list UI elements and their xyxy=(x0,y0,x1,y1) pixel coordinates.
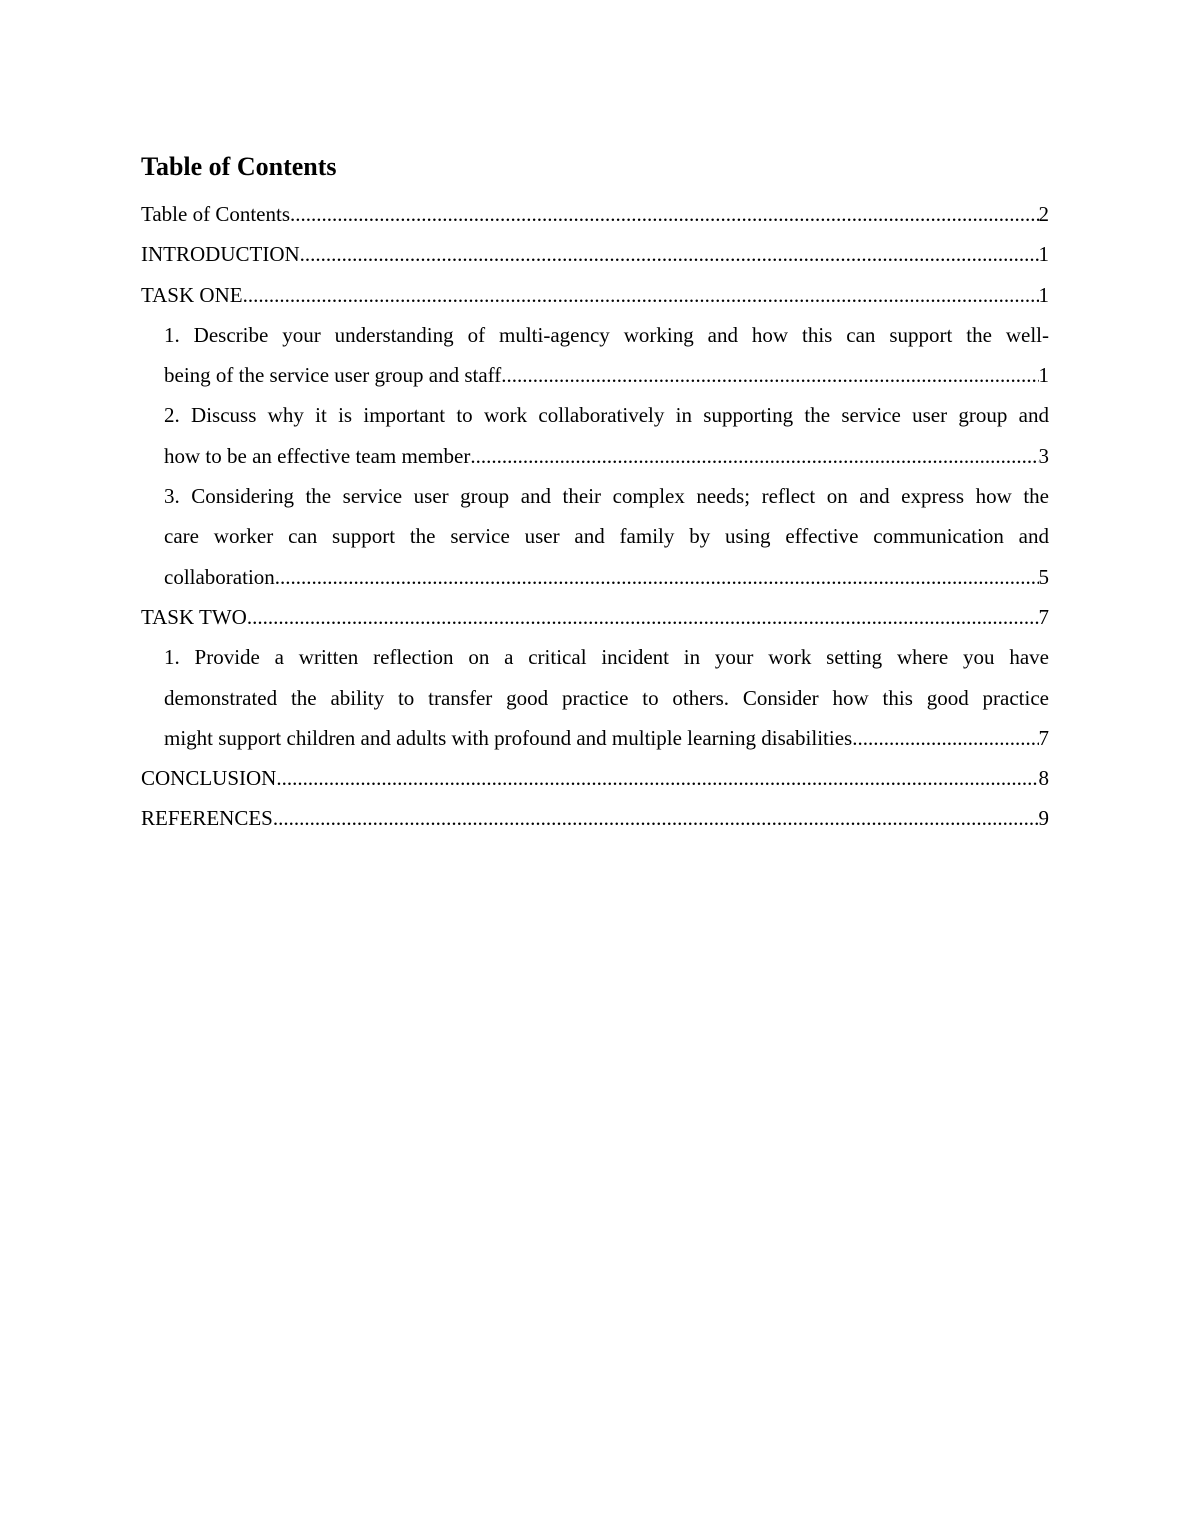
toc-entry-leader-line xyxy=(141,194,1049,234)
toc-entry[interactable] xyxy=(141,798,1049,838)
dot-leader xyxy=(852,718,1038,758)
toc-entry[interactable] xyxy=(141,597,1049,637)
table-of-contents xyxy=(141,150,1049,839)
toc-entry[interactable] xyxy=(141,275,1049,315)
toc-entry-leader-line xyxy=(164,436,1049,476)
toc-heading: Table of Contents xyxy=(141,152,337,181)
dot-leader xyxy=(290,194,1039,234)
toc-entry-line: demonstrated the ability to transfer good practice to others. Consider how this good practice xyxy=(164,685,1049,710)
toc-entry-title: might support children and adults with profound and multiple learning disabilities xyxy=(164,725,853,750)
toc-page-number: 7 xyxy=(1038,604,1049,629)
toc-entry-title: being of the service user group and staff xyxy=(164,363,502,388)
toc-entry-leader-line xyxy=(164,557,1049,597)
toc-entry-leader-line xyxy=(141,597,1049,637)
toc-entry-title: Table of Contents xyxy=(141,202,290,226)
toc-page-number: 1 xyxy=(1038,363,1049,388)
toc-entry-title: how to be an effective team member xyxy=(164,443,471,468)
toc-entry-title: CONCLUSION xyxy=(141,766,277,791)
toc-entry-leader-line xyxy=(141,758,1049,798)
toc-entry-leader-line xyxy=(164,355,1049,395)
dot-leader xyxy=(300,234,1039,274)
toc-entry-leader-line xyxy=(141,275,1049,315)
toc-page-number: 5 xyxy=(1038,564,1049,589)
toc-entry[interactable] xyxy=(141,315,1049,396)
toc-entry-line: 1. Provide a written reflection on a critical incident in your work setting where you have xyxy=(164,645,1049,670)
toc-entry[interactable] xyxy=(141,476,1049,597)
toc-entry[interactable] xyxy=(141,758,1049,798)
toc-page-number: 1 xyxy=(1038,282,1049,307)
dot-leader xyxy=(247,597,1039,637)
toc-page-number: 3 xyxy=(1038,443,1049,468)
dot-leader xyxy=(276,758,1038,798)
toc-entry-title: INTRODUCTION xyxy=(141,242,300,267)
toc-entry[interactable] xyxy=(141,234,1049,274)
toc-page-number: 7 xyxy=(1038,725,1049,750)
dot-leader xyxy=(273,798,1039,838)
toc-entry-leader-line xyxy=(141,234,1049,274)
toc-entry[interactable] xyxy=(141,194,1049,234)
toc-entry-line: 2. Discuss why it is important to work collaboratively in supporting the service user group and xyxy=(164,403,1049,428)
toc-entry[interactable] xyxy=(141,637,1049,758)
toc-entry-line: 1. Describe your understanding of multi-agency working and how this can support the well- xyxy=(164,322,1049,347)
toc-entry-line: 3. Considering the service user group and their complex needs; reflect on and express how the xyxy=(164,484,1049,509)
toc-entry-list xyxy=(141,194,1049,839)
toc-entry-title: collaboration xyxy=(164,564,275,589)
toc-entry-title: TASK TWO xyxy=(141,604,247,629)
toc-page-number: 2 xyxy=(1038,202,1049,226)
dot-leader xyxy=(243,275,1039,315)
dot-leader xyxy=(501,355,1038,395)
toc-page-number: 1 xyxy=(1038,242,1049,267)
dot-leader xyxy=(470,436,1038,476)
dot-leader xyxy=(275,557,1039,597)
toc-entry-title: REFERENCES xyxy=(141,806,273,831)
toc-entry-leader-line xyxy=(141,798,1049,838)
toc-entry-leader-line xyxy=(164,718,1049,758)
toc-page-number: 9 xyxy=(1038,806,1049,831)
toc-entry-title: TASK ONE xyxy=(141,282,243,307)
toc-entry[interactable] xyxy=(141,395,1049,476)
toc-entry-line: care worker can support the service user and family by using effective communication and xyxy=(164,524,1049,549)
toc-page-number: 8 xyxy=(1038,766,1049,791)
